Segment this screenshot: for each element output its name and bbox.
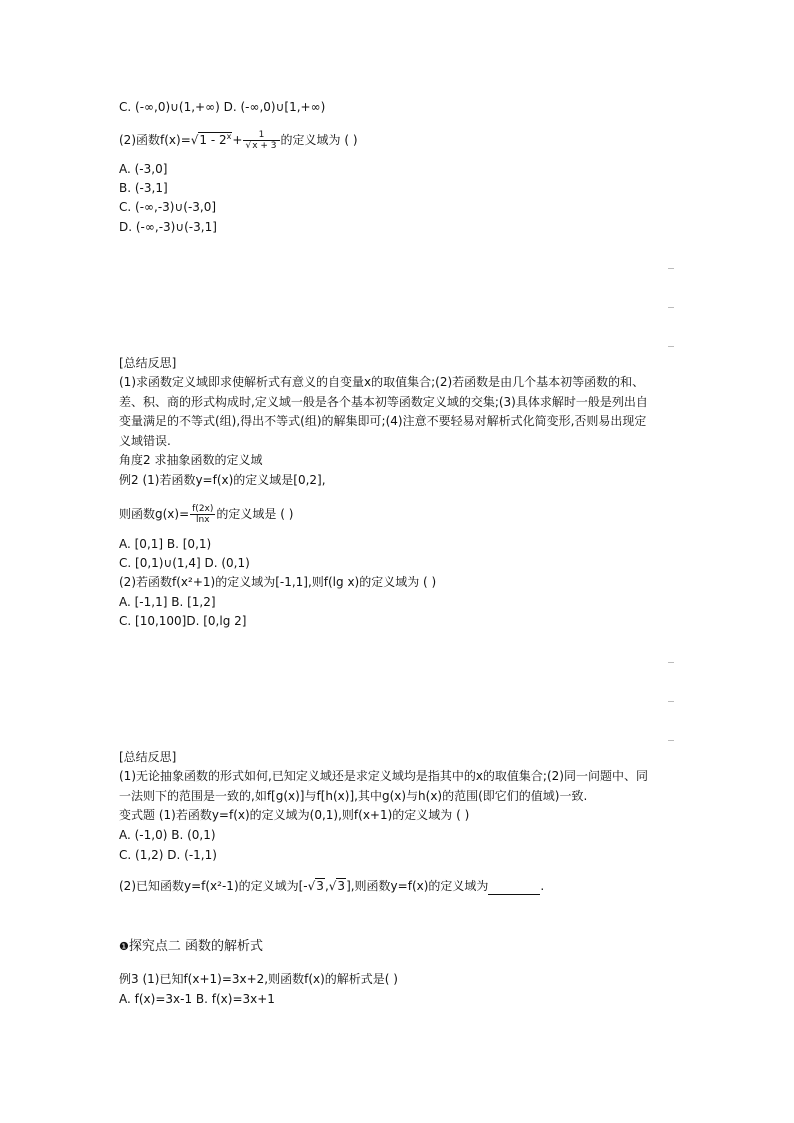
summary-line: (1)求函数定义域即求使解析式有意义的自变量x的取值集合;(2)若函数是由几个基本初等函数的和、 [119, 375, 645, 389]
option-a: A. (-3,0] [119, 162, 168, 176]
option-row: C. [0,1)∪(1,4] D. (0,1) [119, 556, 250, 570]
options-c-d-prev: C. (-∞,0)∪(1,+∞) D. (-∞,0)∪[1,+∞) [119, 100, 326, 114]
sqrt-sign: √ [190, 133, 199, 147]
option-b: B. (-3,1] [119, 181, 168, 195]
example-2-function [119, 504, 293, 525]
summary-title: [总结反思] [119, 750, 177, 764]
answer-blank [488, 882, 540, 895]
function-prefix: 则函数g(x)= [119, 507, 190, 521]
variant-question-1: 变式题 (1)若函数y=f(x)的定义域为(0,1),则f(x+1)的定义域为 ( ) [119, 808, 470, 822]
margin-dash [668, 740, 674, 741]
margin-dash [668, 701, 674, 702]
summary-line: (1)无论抽象函数的形式如何,已知定义域还是求定义域均是指其中的x的取值集合;(2)同一问题中、同 [119, 769, 648, 783]
margin-dash [668, 662, 674, 663]
summary-line: 一法则下的范围是一致的,如f[g(x)]与f[h(x)],其中g(x)与h(x)的范围(即它们的值域)一致. [119, 789, 588, 803]
summary-line: 变量满足的不等式(组),得出不等式(组)的解集即可;(4)注意不要轻易对解析式化简变形,否则易出现定 [119, 414, 647, 428]
angle-heading: 角度2 求抽象函数的定义域 [119, 453, 263, 467]
summary-line: 差、积、商的形式构成时,定义域一般是各个基本初等函数定义域的交集;(3)具体求解时一般是列出自 [119, 395, 648, 409]
fraction: $\frac{f(2x)}{\ln x}$ [192, 504, 214, 525]
question-2-prefix: (2)函数 [119, 133, 160, 147]
margin-dash [668, 346, 674, 347]
radicand-1: 1 - 2$^x$ [199, 132, 232, 147]
option-row: A. [-1,1] B. [1,2] [119, 595, 216, 609]
option-d: D. (-∞,-3)∪(-3,1] [119, 220, 217, 234]
example-3: 例3 (1)已知f(x+1)=3x+2,则函数f(x)的解析式是( ) [119, 972, 398, 986]
option-row: A. f(x)=3x-1 B. f(x)=3x+1 [119, 992, 275, 1006]
section-bullet-icon: ❶ [119, 940, 129, 953]
section-title: 探究点二 函数的解析式 [128, 939, 264, 954]
example-2-intro: 例2 (1)若函数y=f(x)的定义域是[0,2], [119, 473, 326, 487]
margin-dash [668, 268, 674, 269]
question-2b: (2)若函数f(x²+1)的定义域为[-1,1],则f(lg x)的定义域为 ( ) [119, 575, 437, 589]
option-row: C. [10,100]D. [0,lg 2] [119, 614, 247, 628]
option-row: A. (-1,0) B. (0,1) [119, 828, 216, 842]
function-suffix: 的定义域是 ( ) [216, 507, 294, 521]
question-2 [119, 128, 358, 151]
fraction: $\frac{1}{√x + 3}$ [243, 130, 279, 151]
question-2-suffix: 的定义域为 ( ) [280, 133, 358, 147]
option-row: A. [0,1] B. [0,1) [119, 537, 212, 551]
margin-dash [668, 307, 674, 308]
summary-line: 义域错误. [119, 434, 171, 448]
question-2-fx: f(x)= [160, 133, 191, 147]
option-c: C. (-∞,-3)∪(-3,0] [119, 200, 217, 214]
summary-title: [总结反思] [119, 356, 177, 370]
section-heading [119, 938, 263, 956]
option-row: C. (1,2) D. (-1,1) [119, 848, 217, 862]
variant-question-2: (2)已知函数y=f(x²-1)的定义域为[-√3,√3],则函数y=f(x)的定义域为 . [119, 879, 545, 893]
plus-sign: + [232, 133, 243, 147]
